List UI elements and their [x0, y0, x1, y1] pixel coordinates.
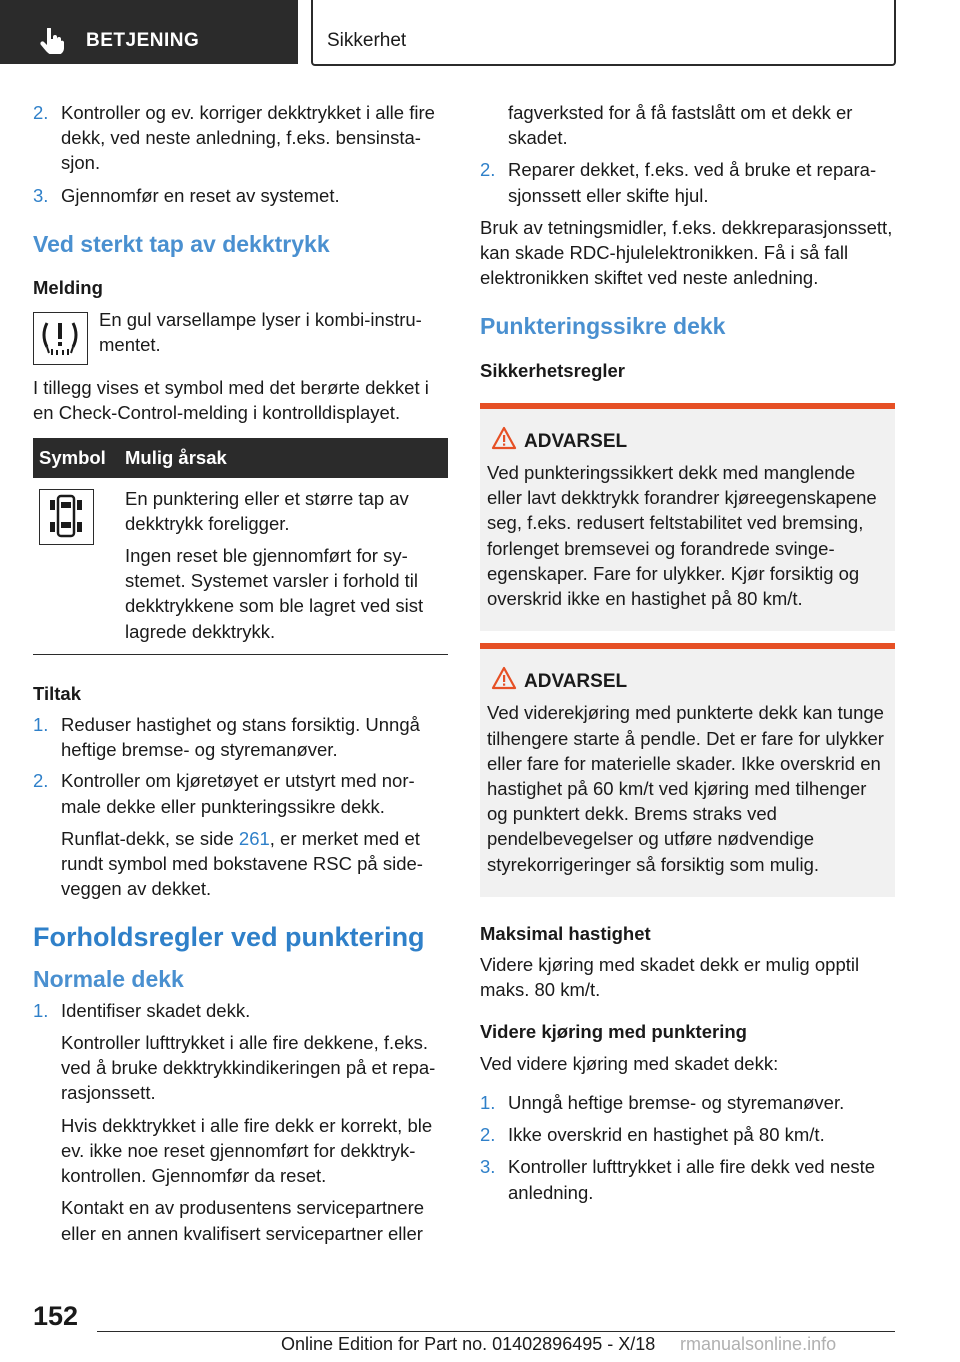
right-column	[480, 100, 895, 1205]
table-header-symbol: Symbol	[33, 438, 119, 478]
step-text: Reduser hastighet og stans forsiktig. Unngå heftige bremse- og styremanøver.	[61, 714, 420, 761]
section-tab	[311, 0, 896, 66]
cause-text: Ingen reset ble gjennomført for systemet. Systemet varsler i forhold til dekktrykkene som ble lagret ved sist lagrede dekktrykk.	[125, 545, 424, 642]
subheading: Melding	[33, 277, 103, 299]
footer-divider	[97, 1331, 895, 1332]
section-label: Sikkerhet	[327, 30, 407, 51]
step-number: 2.	[480, 1124, 496, 1146]
list-item	[33, 712, 448, 762]
paragraph: I tillegg vises et symbol med det berørte dekket i en Check-Control-melding i kontrolldisplayet.	[33, 377, 429, 424]
message-block	[33, 307, 448, 363]
warning-title	[487, 669, 887, 694]
step-text: Kontroller og ev. korriger dekktrykket i alle fire dekk, ved neste anledning, f.eks. bensinstasjon.	[61, 102, 435, 174]
step-number: 3.	[33, 184, 49, 206]
table-header-cause: Mulig årsak	[119, 438, 448, 478]
step-text: Identifiser skadet dekk.	[61, 999, 251, 1021]
left-column	[33, 100, 448, 1246]
table-row	[33, 478, 448, 655]
warning-title	[487, 429, 887, 454]
subheading: Maksimal hastighet	[480, 922, 651, 944]
warning-box	[480, 643, 895, 897]
paragraph	[33, 826, 448, 902]
subheading: Tiltak	[33, 682, 81, 704]
section-heading: Forholdsregler ved punktering	[33, 922, 425, 953]
runflat-text: , er merket med et rundt symbol med bokstavene RSC på sideveggen av dekket.	[61, 827, 423, 900]
list-item	[33, 183, 448, 208]
warning-title-text: ADVARSEL	[524, 430, 628, 452]
step-text: Gjennomfør en reset av systemet.	[61, 184, 340, 206]
step-text: Kontroller om kjøretøyet er utstyrt med normale dekke eller punkteringssikre dekk.	[61, 770, 415, 817]
watermark: rmanualsonline.info	[680, 1334, 837, 1354]
list-item	[480, 157, 895, 207]
chapter-label: BETJENING	[86, 30, 200, 51]
symbol-cell	[33, 478, 119, 655]
paragraph: Bruk av tetningsmidler, f.eks. dekkreparasjonssett, kan skade RDC-hjulelektronikken. Få i så fall elektronikken skiftet ved neste anledning.	[480, 216, 893, 289]
step-number: 2.	[33, 770, 49, 792]
warning-text: Ved punkteringssikkert dekk med manglende eller lavt dekktrykk forandrer kjøreegenskapene seg, f.eks. redusert feltstabilitet ved bremsing, forlenget bremsevei og forandrede svingeegenskaper. Fare for ulykker. Kjør forsiktig og overskrid ikke en hastighet på 80 km/t.	[487, 462, 877, 610]
step-number: 1.	[480, 1091, 496, 1113]
section-heading: Ved sterkt tap av dekktrykk	[33, 230, 330, 257]
car-tire-indicator-icon	[39, 489, 94, 545]
chapter-tab	[0, 0, 298, 64]
step-number: 1.	[33, 714, 49, 736]
hand-pointer-icon	[40, 28, 66, 54]
warning-title-text: ADVARSEL	[524, 671, 628, 693]
message-text: En gul varsellampe lyser i kombi-instrumentet.	[99, 309, 422, 356]
list-item	[480, 1154, 895, 1204]
page-number: 152	[33, 1301, 79, 1331]
cause-text: En punktering eller et større tap av dekktrykk foreligger.	[125, 487, 409, 534]
runflat-text: Runflat-dekk, se side	[61, 827, 239, 849]
step-number: 2.	[480, 159, 496, 181]
step-text: Kontroller lufttrykket i alle fire dekk ved neste anledning.	[508, 1156, 876, 1203]
paragraph: Hvis dekktrykket i alle fire dekk er korrekt, ble ev. ikke noe reset gjennomført for dekktrykkontrollen. Gjennomfør da reset.	[61, 1114, 433, 1187]
list-item	[33, 100, 448, 176]
paragraph: fagverksted for å få fastslått om et dekk er skadet.	[508, 102, 853, 149]
tire-pressure-warning-icon	[33, 312, 88, 365]
page-link[interactable]: 261	[238, 827, 270, 849]
paragraph: Videre kjøring med skadet dekk er mulig opptil maks. 80 km/t.	[480, 954, 860, 1001]
warning-box	[480, 403, 895, 631]
step-number: 2.	[33, 102, 49, 123]
subheading: Sikkerhetsregler	[480, 359, 626, 381]
paragraph: Kontroller lufttrykket i alle fire dekkene, f.eks. ved å bruke dekktrykkindikeringen på et reparasjonssett.	[61, 1032, 436, 1104]
symbol-table	[33, 438, 448, 655]
list-item	[480, 1090, 895, 1115]
list-item	[480, 1122, 895, 1147]
cause-cell	[119, 478, 448, 655]
subheading: Videre kjøring med punktering	[480, 1021, 747, 1043]
step-text: Reparer dekket, f.eks. ved å bruke et reparasjonssett eller skifte hjul.	[508, 159, 877, 206]
paragraph: Kontakt en av produsentens servicepartnere eller en annen kvalifisert servicepartner eller	[61, 1197, 425, 1244]
step-number: 1.	[33, 999, 49, 1021]
list-item	[33, 768, 448, 818]
edition-text: Online Edition for Part no. 01402896495 - X/18	[281, 1334, 656, 1354]
subsection-heading: Normale dekk	[33, 965, 184, 992]
paragraph: Ved videre kjøring med skadet dekk:	[480, 1052, 779, 1074]
warning-triangle-icon	[491, 666, 517, 690]
step-text: Ikke overskrid en hastighet på 80 km/t.	[508, 1124, 825, 1146]
section-heading: Punkteringssikre dekk	[480, 313, 726, 340]
step-text: Unngå heftige bremse- og styremanøver.	[508, 1091, 845, 1113]
list-item	[33, 998, 448, 1023]
step-number: 3.	[480, 1156, 496, 1178]
warning-text: Ved viderekjøring med punkterte dekk kan tunge tilhengere starte å pendle. Det er fare for ulykker eller fare for materielle skader. Ikke overskrid en hastighet på 60 km/t ved kjøring med tilhenger og punktert dekk. Brems straks ved pendelbevegelser og utføre nødvendige styrekorrigeringer så forsiktig som mulig.	[487, 702, 884, 875]
warning-triangle-icon	[491, 426, 517, 450]
